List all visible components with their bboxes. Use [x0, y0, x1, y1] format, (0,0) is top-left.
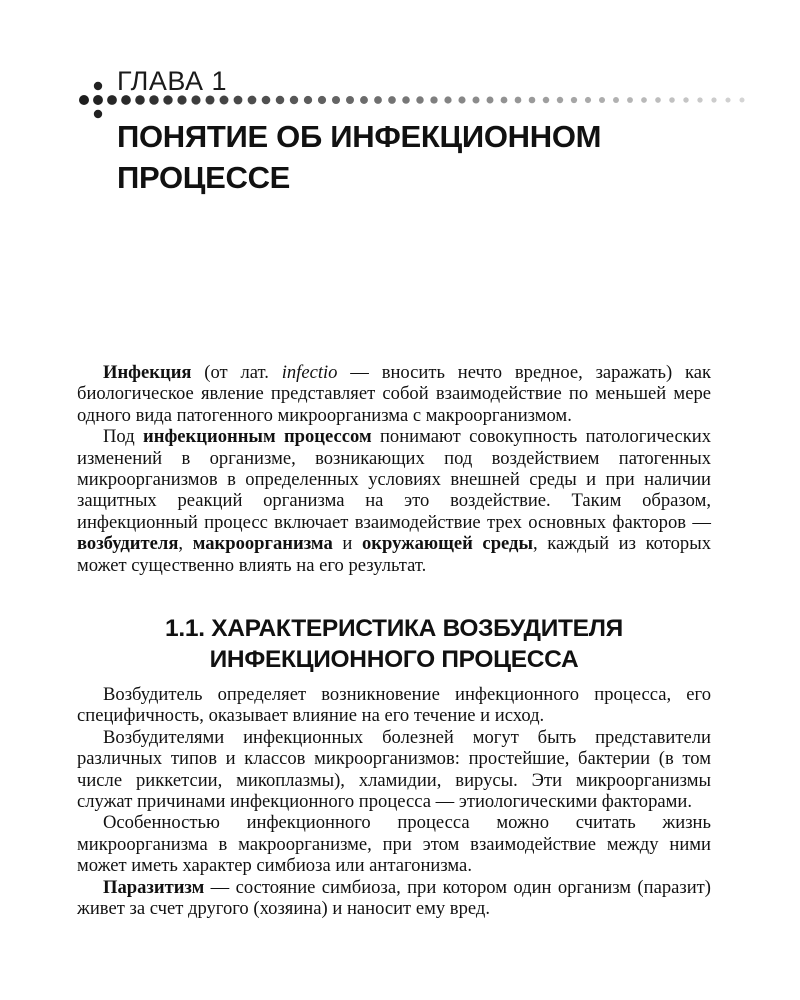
ornament-dot — [290, 96, 298, 104]
ornament-dot — [388, 96, 396, 104]
paragraph: Возбудителями инфекционных болезней могут быть представители различных типов и классов микроорганизмов: простейшие, бактерии (в том числе риккетсии, микоплазмы), хламидии, вирусы. Эти микроорганизмы служат причинами инфекционного процесса — этиологическими факторами. — [77, 726, 711, 813]
section-text — [77, 684, 711, 919]
ornament-dot — [711, 97, 716, 102]
ornament-dot — [557, 97, 563, 103]
text-run: понимают совокупность патологических изменений в организме, возникающих под воздействием патогенных микроорганизмов в определенных условиях внешней среды и при наличии защитных реакций организма на это воздействие. Таким образом, инфекционный процесс включает взаимодействие трех основных факторов — — [77, 426, 711, 533]
ornament-dot — [234, 96, 243, 105]
ornament-dot — [683, 97, 688, 102]
ornament-dot — [107, 95, 117, 105]
ornament-dot — [472, 96, 479, 103]
term: возбудителя — [77, 533, 179, 555]
paragraph: Особенностью инфекционного процесса можно считать жизнь микроорганизма в макроорганизме, при этом взаимодействие между ними может иметь характер симбиоза или антагонизма. — [77, 812, 711, 877]
ornament-dot — [94, 82, 102, 90]
ornament-dot — [599, 97, 605, 103]
ornament-dot — [93, 95, 103, 105]
ornament-dot — [430, 96, 437, 103]
text-run: Под — [103, 426, 144, 448]
ornament-dot — [515, 97, 522, 104]
ornament-dot — [332, 96, 340, 104]
term: окружающей среды — [361, 533, 533, 555]
paragraph: Возбудитель определяет возникновение инфекционного процесса, его специфичность, оказывает влияние на его течение и исход. — [77, 684, 711, 727]
ornament-dot — [94, 110, 102, 118]
ornament-dot — [79, 95, 89, 105]
chapter-title-line: ПОНЯТИЕ ОБ ИНФЕКЦИОННОМ — [117, 119, 602, 154]
ornament-dot — [655, 97, 661, 103]
ornament-dot — [669, 97, 675, 103]
term: макроорганизма — [192, 533, 333, 555]
chapter-title-line: ПРОЦЕССЕ — [117, 160, 291, 195]
latin-term: infectio — [281, 362, 338, 383]
section-title-line: 1.1. ХАРАКТЕРИСТИКА ВОЗБУДИТЕЛЯ — [165, 615, 623, 642]
ornament-dot — [697, 97, 702, 102]
ornament-dot — [444, 96, 451, 103]
section-title-line: ИНФЕКЦИОННОГО ПРОЦЕССА — [209, 646, 579, 673]
ornament-dot — [416, 96, 423, 103]
ornament-dot — [543, 97, 549, 103]
ornament-dot — [585, 97, 591, 103]
text-run: (от лат. — [191, 362, 282, 383]
ornament-dot — [360, 96, 368, 104]
ornament-dot — [402, 96, 410, 104]
text-run: , каждый из которых может существенно влиять на его результат. — [77, 533, 711, 576]
ornament-dot — [318, 96, 326, 104]
ornament-dot — [627, 97, 633, 103]
paragraph — [77, 877, 711, 920]
ornament-dot — [529, 97, 536, 104]
ornament-dot — [739, 97, 744, 102]
ornament-dot — [276, 96, 285, 105]
text-run: , — [178, 533, 193, 555]
text-run: — вносить нечто вредное, заражать) как биологическое явление представляет собой взаимодействие по меньшей мере одного вида патогенного микроорганизма с макроорганизмом. — [77, 362, 711, 426]
chapter-label: ГЛАВА 1 — [117, 66, 227, 96]
ornament-dot — [501, 97, 508, 104]
paragraph — [77, 426, 711, 576]
paragraph — [77, 362, 711, 426]
ornament-dot — [374, 96, 382, 104]
term: Паразитизм — [103, 876, 205, 898]
ornament-dot — [725, 97, 730, 102]
chapter-title — [117, 116, 757, 198]
text-run: — состояние симбиоза, при котором один организм (паразит) живет за счет другого (хозяина) и наносит ему вред. — [77, 876, 711, 920]
ornament-dot — [571, 97, 577, 103]
ornament-dot — [248, 96, 257, 105]
term: Инфекция — [103, 362, 192, 383]
chapter-dot-ornament — [0, 0, 800, 130]
ornament-dot — [262, 96, 271, 105]
intro-text — [77, 362, 711, 576]
term: инфекционным процессом — [143, 426, 372, 448]
ornament-dot — [304, 96, 312, 104]
ornament-dot — [641, 97, 647, 103]
ornament-dot — [458, 96, 465, 103]
ornament-dot — [346, 96, 354, 104]
ornament-dot — [613, 97, 619, 103]
text-run: и — [332, 533, 362, 555]
ornament-dot — [487, 97, 494, 104]
section-title — [77, 613, 711, 675]
